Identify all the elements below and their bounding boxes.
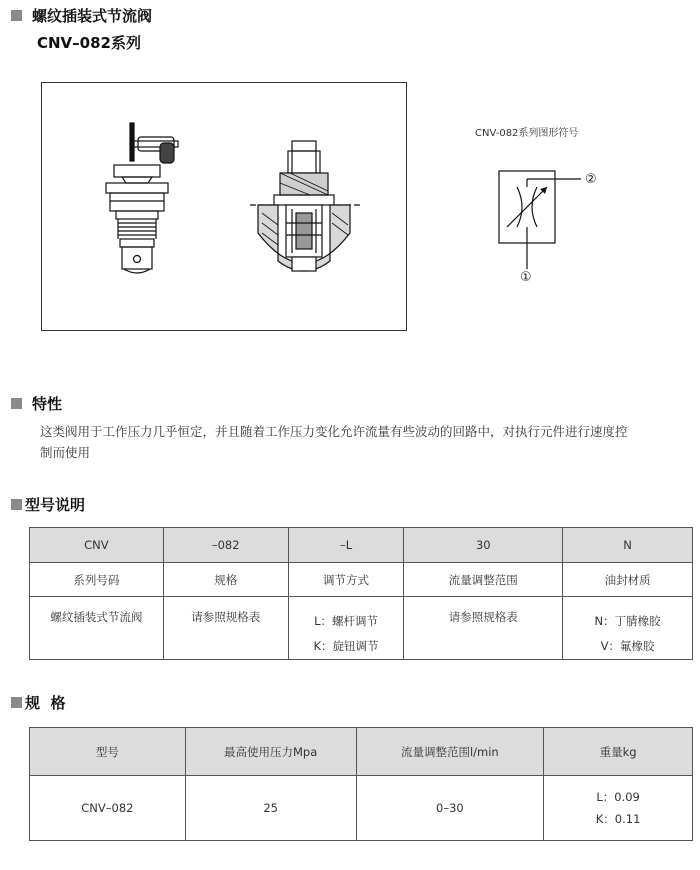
spec-model-value: CNV–082 (30, 776, 186, 841)
spec-data-row (30, 776, 693, 841)
model-label-row (30, 563, 693, 597)
value-range: 请参照规格表 (404, 597, 563, 660)
label-spec: 规格 (163, 563, 288, 597)
seal-option-n: N：丁腈橡胶 (594, 614, 661, 628)
valve-drawing-frame (41, 82, 407, 331)
spec-header-row (30, 728, 693, 776)
spec-col-weight: 重量kg (544, 728, 693, 776)
model-value-row (30, 597, 693, 660)
port-2-label: ② (585, 172, 597, 187)
model-code-adjust: –L (288, 528, 404, 563)
valve-section-view (250, 141, 360, 271)
weight-k: K：0.11 (595, 812, 641, 826)
model-code-cnv: CNV (30, 528, 164, 563)
features-line-2: 制而使用 (40, 445, 91, 460)
model-header-row (30, 528, 693, 563)
features-line-1: 这类阀用于工作压力几乎恒定，并且随着工作压力变化允许流量有些波动的回路中，对执行元件进行速度控 (40, 424, 628, 439)
model-heading: 型号说明 (25, 496, 86, 514)
series-title: CNV–082系列 (37, 34, 141, 52)
spec-weight-value (544, 776, 693, 841)
symbol-caption: CNV-082系列图形符号 (475, 128, 579, 139)
page-title: 螺纹插装式节流阀 (32, 7, 153, 25)
valve-external-view (106, 123, 178, 273)
adjust-option-k: K：旋钮调节 (313, 639, 379, 653)
features-heading: 特性 (32, 395, 63, 413)
spec-col-model: 型号 (30, 728, 186, 776)
value-seal (563, 597, 693, 660)
adjust-option-l: L：螺杆调节 (314, 614, 378, 628)
throttle-valve-symbol (495, 165, 615, 290)
valve-drawing (42, 83, 408, 332)
model-table (29, 527, 693, 660)
label-range: 流量调整范围 (404, 563, 563, 597)
spec-col-pressure: 最高使用压力Mpa (185, 728, 356, 776)
model-marker (11, 499, 22, 510)
label-series: 系列号码 (30, 563, 164, 597)
spec-marker (11, 697, 22, 708)
spec-heading: 规 格 (25, 694, 66, 712)
spec-table (29, 727, 693, 841)
features-marker (11, 398, 22, 409)
model-code-seal: N (563, 528, 693, 563)
model-code-range: 30 (404, 528, 563, 563)
title-marker (11, 10, 22, 21)
spec-pressure-value: 25 (185, 776, 356, 841)
port-1-label: ① (520, 270, 532, 285)
symbol-adjust-arrow (507, 187, 547, 227)
value-adjust (288, 597, 404, 660)
spec-col-flow: 流量调整范围l/min (356, 728, 544, 776)
label-adjust: 调节方式 (288, 563, 404, 597)
spec-flow-value: 0–30 (356, 776, 544, 841)
seal-option-v: V：氟橡胶 (600, 639, 655, 653)
label-seal: 油封材质 (563, 563, 693, 597)
model-code-size: –082 (163, 528, 288, 563)
weight-l: L：0.09 (596, 790, 640, 804)
value-series: 螺纹插装式节流阀 (30, 597, 164, 660)
value-spec: 请参照规格表 (163, 597, 288, 660)
